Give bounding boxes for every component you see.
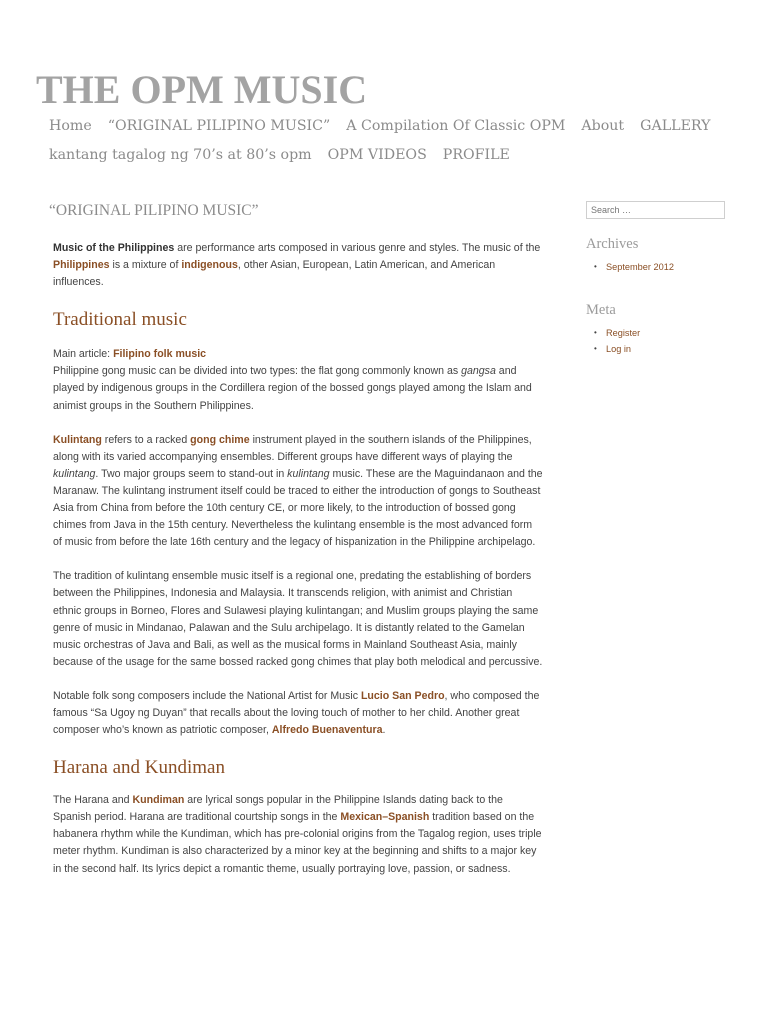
nav-item-compilation[interactable]: A Compilation Of Classic OPM — [346, 118, 566, 134]
heading-harana-kundiman: Harana and Kundiman — [53, 757, 225, 779]
tradition-paragraph: The tradition of kulintang ensemble music itself is a regional one, predating the establishing of borders between the Philippines, Indonesia and Malaysia. It transcends religion, with animist and Christian ethnic groups in Borneo, Flores and Sulawesi playing kulintangan; and Muslim groups playing the same genre of music in Mindanao, Palawan and the Sulu archipelago. It is distantly related to the Gamelan music orchestras of Java and Bali, as well as the musical forms in Mainland Southeast Asia, mainly because of the usage for the same bossed racked gong chimes that play both melodical and percussive. — [53, 570, 543, 668]
link-filipino-folk-music[interactable]: Filipino folk music — [113, 348, 207, 361]
folk-composers-paragraph: Notable folk song composers include the National Artist for Music Lucio San Pedro, who composed the famous “Sa Ugoy ng Duyan” that recalls about the loving touch of mother to her child. Another great composer who’s known as patriotic composer, Alfredo Buenaventura. — [53, 689, 540, 737]
archives-widget — [586, 236, 726, 275]
intro-paragraph: Music of the Philippines are performance arts composed in various genre and styles. The music of the Philippines is a mixture of indigenous, other Asian, European, Latin American, and American influences. — [53, 242, 541, 289]
nav-item-profile[interactable]: PROFILE — [442, 147, 510, 163]
page-title: “ORIGINAL PILIPINO MUSIC” — [49, 202, 259, 219]
meta-widget — [586, 302, 726, 357]
gong-paragraph: Main article: Filipino folk music Philippine gong music can be divided into two types: the flat gong commonly known as gangsa and played by indigenous groups in the Cordillera region of the bossed gongs played among the Islam and animist groups in the Southern Philippines. — [53, 348, 532, 412]
kulintang-paragraph: Kulintang refers to a racked gong chime instrument played in the southern islands of the Philippines, along with its varied accompanying ensembles. Different groups have different ways of playing the kulintang. Two major groups seem to stand-out in kulintang music. These are the Maguindanaon and the Maranaw. The kulintang instrument itself could be traced to either the introduction of gongs to Southeast Asia from China from before the 10th century CE, or more likely, to the introduction of bossed gong chimes from Java in the 15th century. Nevertheless the kulintang ensemble is the most advanced form of music from before the late 16th century and the legacy of hispanization in the Philippine archipelago. — [53, 433, 543, 549]
link-philippines[interactable]: Philippines — [53, 259, 110, 272]
link-alfredo-buenaventura[interactable]: Alfredo Buenaventura — [271, 724, 383, 737]
nav-item-about[interactable]: About — [581, 118, 625, 134]
link-lucio-san-pedro[interactable]: Lucio San Pedro — [360, 689, 445, 702]
link-mexican-spanish[interactable]: Mexican–Spanish — [340, 811, 430, 824]
link-kundiman[interactable]: Kundiman — [132, 794, 185, 807]
harana-paragraph: The Harana and Kundiman are lyrical songs popular in the Philippine Islands dating back to the Spanish period. Harana are traditional courtship songs in the Mexican–Spanish tradition based on the habanera rhythm while the Kundiman, which has pre-colonial origins from the Tagalog region, uses triple meter rhythm. Kundiman is also characterized by a minor key at the beginning and shifts to a major key in the second half. Its lyrics depict a romantic theme, usually portraying love, passion, or sadness. — [53, 794, 542, 875]
meta-title: Meta — [586, 302, 616, 318]
nav-item-kantang-tagalog[interactable]: kantang tagalog ng 70’s at 80’s opm — [49, 147, 312, 163]
heading-traditional-music: Traditional music — [53, 309, 187, 331]
meta-link-register[interactable]: • Register — [606, 325, 726, 341]
article-content — [53, 240, 543, 895]
archives-title: Archives — [586, 236, 639, 252]
link-music-of-philippines[interactable]: Music of the Philippines — [53, 242, 175, 254]
sidebar — [586, 200, 726, 357]
search-input[interactable] — [586, 201, 725, 219]
link-kulintang[interactable]: Kulintang — [53, 433, 102, 446]
meta-list — [586, 325, 726, 357]
archives-list — [586, 259, 726, 275]
link-indigenous[interactable]: indigenous — [181, 259, 238, 272]
main-navigation — [49, 112, 739, 170]
nav-item-original-pilipino-music[interactable]: “ORIGINAL PILIPINO MUSIC” — [107, 118, 331, 134]
meta-link-log-in[interactable]: • Log in — [606, 341, 726, 357]
nav-item-opm-videos[interactable]: OPM VIDEOS — [327, 147, 427, 163]
site-title[interactable]: THE OPM MUSIC — [36, 67, 368, 112]
archive-link-september-2012[interactable]: • September 2012 — [606, 259, 726, 275]
link-gong-chime[interactable]: gong chime — [190, 433, 250, 446]
nav-item-gallery[interactable]: GALLERY — [640, 118, 711, 134]
nav-item-home[interactable]: Home — [49, 118, 92, 134]
